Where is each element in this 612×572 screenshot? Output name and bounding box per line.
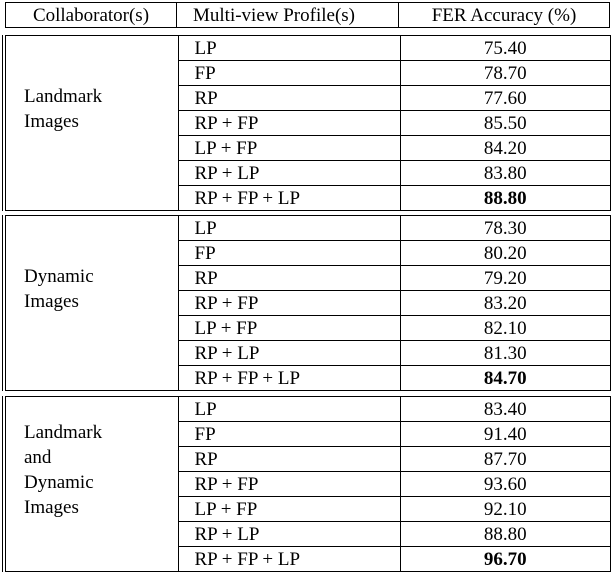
collaborator-name-line: Images [24, 291, 79, 312]
profile-cell: RP + LP [178, 341, 400, 366]
profile-cell: RP [178, 86, 400, 111]
profile-cell: FP [178, 61, 400, 86]
profile-cell: FP [178, 241, 400, 266]
header-profile: Multi-view Profile(s) [177, 3, 399, 28]
collaborator-cell [4, 397, 178, 572]
collaborator-name-line: Landmark [24, 422, 103, 443]
profile-cell: RP + FP + LP [178, 547, 400, 572]
profile-cell: LP + FP [178, 136, 400, 161]
profile-cell: RP + FP + LP [178, 366, 400, 391]
accuracy-cell: 83.20 [400, 291, 612, 316]
collaborator-name-line: Images [24, 111, 79, 132]
collaborator-cell [4, 36, 178, 211]
table-row [4, 36, 612, 61]
collaborator-cell [4, 216, 178, 391]
accuracy-cell: 77.60 [400, 86, 612, 111]
group-table [2, 215, 612, 391]
accuracy-cell: 93.60 [400, 472, 612, 497]
collaborator-name-line: Dynamic [24, 472, 94, 493]
collaborator-name-line: and [24, 447, 52, 468]
group-table [2, 396, 612, 572]
accuracy-cell: 85.50 [400, 111, 612, 136]
accuracy-cell: 79.20 [400, 266, 612, 291]
profile-cell: RP [178, 447, 400, 472]
profile-cell: LP + FP [178, 316, 400, 341]
header-table [5, 2, 610, 28]
header-row [6, 3, 610, 28]
profile-cell: RP + FP [178, 291, 400, 316]
profile-cell: RP [178, 266, 400, 291]
profile-cell: RP + FP [178, 472, 400, 497]
profile-cell: RP + FP + LP [178, 186, 400, 211]
group-table [2, 35, 612, 211]
accuracy-cell-best: 84.70 [400, 366, 612, 391]
accuracy-cell-best: 88.80 [400, 186, 612, 211]
profile-cell: LP [178, 397, 400, 422]
profile-cell: RP + LP [178, 522, 400, 547]
collaborator-name-line: Images [24, 497, 79, 518]
profile-cell: LP + FP [178, 497, 400, 522]
accuracy-cell: 80.20 [400, 241, 612, 266]
profile-cell: RP + LP [178, 161, 400, 186]
accuracy-cell: 87.70 [400, 447, 612, 472]
accuracy-cell: 75.40 [400, 36, 612, 61]
accuracy-cell: 91.40 [400, 422, 612, 447]
accuracy-cell: 83.80 [400, 161, 612, 186]
accuracy-cell: 78.70 [400, 61, 612, 86]
header-collaborator: Collaborator(s) [6, 3, 177, 28]
accuracy-cell: 83.40 [400, 397, 612, 422]
collaborator-name-line: Dynamic [24, 266, 94, 287]
collaborator-name-line: Landmark [24, 86, 103, 107]
profile-cell: FP [178, 422, 400, 447]
accuracy-cell: 84.20 [400, 136, 612, 161]
profile-cell: LP [178, 36, 400, 61]
table-row [4, 216, 612, 241]
accuracy-cell: 82.10 [400, 316, 612, 341]
accuracy-cell: 92.10 [400, 497, 612, 522]
profile-cell: LP [178, 216, 400, 241]
profile-cell: RP + FP [178, 111, 400, 136]
header-accuracy: FER Accuracy (%) [399, 3, 610, 28]
accuracy-cell: 88.80 [400, 522, 612, 547]
accuracy-cell: 78.30 [400, 216, 612, 241]
accuracy-cell-best: 96.70 [400, 547, 612, 572]
accuracy-cell: 81.30 [400, 341, 612, 366]
table-row [4, 397, 612, 422]
